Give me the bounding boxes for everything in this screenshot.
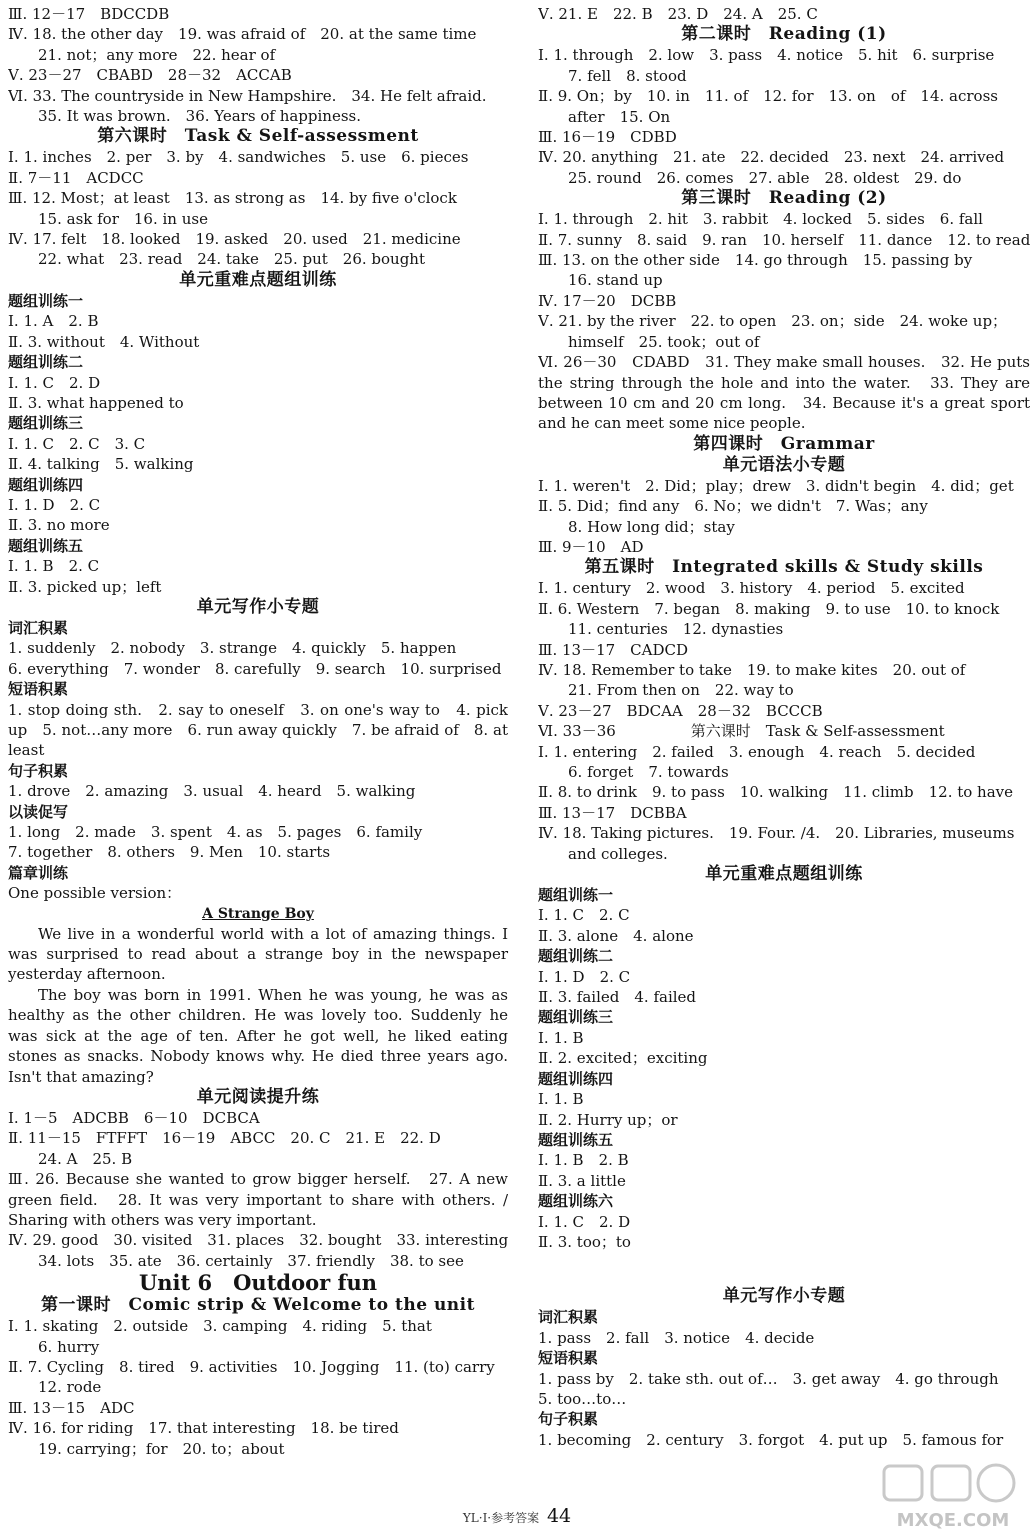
right-answer-line: Ⅱ. 6. Western 7. began 8. making 9. to use 10. to knock [538,599,1000,618]
right-answer-line: Ⅰ. 1. B [538,1028,584,1047]
left-answer-line-continued: 19. carrying；for 20. to；about [38,1439,285,1458]
left-answer-paragraph: 1. stop doing sth. 2. say to oneself 3. on one's way to 4. pick up 5. not…any more 6. run away quickly 7. be afraid of 8. at least [8,700,508,760]
left-section-heading: 第一课时 Comic strip & Welcome to the unit [41,1295,475,1316]
left-answer-line: 7. together 8. others 9. Men 10. starts [8,843,331,862]
right-answer-line: Ⅱ. 7. sunny 8. said 9. ran 10. herself 11. dance 12. to read [538,230,1030,249]
right-answer-line: Ⅳ. 20. anything 21. ate 22. decided 23. next 24. arrived [538,148,1005,167]
right-answer-line-continued: 21. From then on 22. way to [568,681,794,700]
right-section-heading: 单元重难点题组训练 [705,864,863,885]
right-answer-line: Ⅰ. 1. B 2. B [538,1151,629,1170]
watermark-text: MXQE.COM [896,1510,1010,1531]
right-group-label: 题组训练四 [538,1069,614,1088]
right-answer-paragraph: Ⅵ. 26－30 CDABD 31. They make small houses. 32. He puts the string through the hole and into the water. 33. They are between 10 cm and 20 cm long. 34. Because it's a great sport and he can meet some nice people. [538,353,1030,433]
right-answer-line-continued: after 15. On [568,107,671,126]
left-answer-line-continued: 6. hurry [38,1337,100,1356]
left-answer-paragraph: Ⅲ. 26. Because she wanted to grow bigger herself. 27. A new green field. 28. It was very important to share with others. / Sharing with others was very important. [8,1170,508,1229]
left-answer-line-continued: 24. A 25. B [38,1149,133,1168]
left-answer-line-continued: 22. what 23. read 24. take 25. put 26. bought [38,250,425,269]
left-answer-line: 1. long 2. made 3. spent 4. as 5. pages 6. family [8,823,423,842]
left-answer-line-continued: 34. lots 35. ate 36. certainly 37. friendly 38. to see [38,1251,464,1270]
right-answer-line: Ⅰ. 1. C 2. D [538,1212,631,1231]
left-answer-line: Ⅱ. 7－11 ACDCC [8,168,144,187]
right-group-label: 词汇积累 [538,1308,599,1327]
left-answer-line: Ⅱ. 11－15 FTFFT 16－19 ABCC 20. C 21. E 22. D [8,1129,441,1148]
right-answer-line: Ⅲ. 16－19 CDBD [538,128,677,147]
right-answer-line: Ⅰ. 1. through 2. low 3. pass 4. notice 5. hit 6. surprise [538,46,995,65]
left-answer-line: Ⅳ. 29. good 30. visited 31. places 32. bought 33. interesting [8,1231,508,1250]
left-answer-line-continued: 21. not；any more 22. hear of [38,45,276,64]
right-answer-line: Ⅱ. 9. On；by 10. in 11. of 12. for 13. on of 14. across [538,87,998,106]
right-answer-line: Ⅴ. 21. E 22. B 23. D 24. A 25. C [538,5,818,23]
left-answer-line: Ⅱ. 3. what happened to [8,393,184,412]
left-answer-line: 1. drove 2. amazing 3. usual 4. heard 5. walking [8,782,416,801]
right-answer-line: Ⅱ. 2. excited；exciting [538,1049,708,1068]
left-group-label: 题组训练一 [8,291,84,310]
left-essay-title: A Strange Boy [202,905,314,922]
left-answer-line: Ⅲ. 12－17 BDCCDB [8,5,170,23]
right-answer-line-continued: and colleges. [568,844,668,863]
right-group-label: 题组训练六 [538,1192,614,1211]
right-answer-line: 1. becoming 2. century 3. forgot 4. put up 5. famous for [538,1430,1004,1449]
right-answer-line: Ⅱ. 5. Did；find any 6. No；we didn't 7. Was；any [538,497,928,516]
left-group-label: 篇章训练 [8,863,69,882]
right-answer-line: Ⅱ. 8. to drink 9. to pass 10. walking 11. climb 12. to have [538,783,1014,802]
left-answer-line: Ⅵ. 33. The countryside in New Hampshire. 34. He felt afraid. [8,86,487,105]
left-group-label: 词汇积累 [8,618,69,637]
right-answer-line-continued: 16. stand up [568,271,663,290]
right-answer-line: Ⅲ. 13－17 CADCD [538,640,689,659]
left-group-label: 题组训练二 [8,353,84,372]
right-section-heading: 单元语法小专题 [722,454,846,475]
left-answer-line-continued: 12. rode [38,1378,102,1397]
right-section-heading: 单元写作小专题 [722,1286,846,1307]
right-answer-line-continued: himself 25. took；out of [568,332,760,351]
right-answer-line-continued: 8. How long did；stay [568,517,735,536]
right-group-label: 题组训练二 [538,947,614,966]
left-essay-paragraph: The boy was born in 1991. When he was young, he was as healthy as the other children. He was lovely too. Suddenly he was sick at the age of ten. After he got well, he liked eating stones as snacks. Nobody knows why. He died three years ago. Isn't that amazing? [8,985,508,1086]
right-section-heading: 第四课时 Grammar [693,433,875,454]
right-spacer [538,1252,1030,1286]
right-answer-line: Ⅱ. 3. too；to [538,1232,631,1251]
left-answer-line: Ⅱ. 3. without 4. Without [8,332,200,351]
left-section-heading: 单元阅读提升练 [196,1086,320,1107]
left-group-label: 句子积累 [8,761,69,780]
left-answer-line: Ⅱ. 7. Cycling 8. tired 9. activities 10. Jogging 11. (to) carry [8,1357,495,1376]
right-group-label: 题组训练三 [538,1008,614,1027]
left-group-label: 题组训练五 [8,536,84,555]
right-group-label: 题组训练五 [538,1130,614,1149]
left-essay-paragraph: We live in a wonderful world with a lot of amazing things. I was surprised to read about a strange boy in the newspaper yesterday afternoon. [8,924,508,984]
answer-site-logo-icon [878,1462,1028,1532]
right-answer-line: Ⅳ. 18. Taking pictures. 19. Four. /4. 20. Libraries, museums [538,824,1015,843]
left-group-label: 题组训练三 [8,414,84,433]
right-answer-line-continued: 7. fell 8. stood [568,66,687,85]
right-answer-line: Ⅲ. 9－10 AD [538,537,644,556]
left-group-label: 短语积累 [8,680,69,699]
left-group-label: 题组训练四 [8,475,84,494]
right-answer-line: Ⅲ. 13. on the other side 14. go through 15. passing by [538,251,973,270]
right-answer-line: Ⅵ. 33－36 第六课时 Task & Self-assessment [538,722,945,741]
right-answer-line: 5. too…to… [538,1389,627,1408]
right-answer-line: Ⅳ. 18. Remember to take 19. to make kites 20. out of [538,660,966,679]
right-answer-line: Ⅴ. 21. by the river 22. to open 23. on；side 24. woke up； [538,312,1008,331]
right-section-heading: 第五课时 Integrated skills & Study skills [584,557,984,578]
right-answer-line: Ⅱ. 3. alone 4. alone [538,926,694,945]
left-answer-line: Ⅰ. 1－5 ADCBB 6－10 DCBCA [8,1108,260,1127]
page-number: 44 [546,1505,572,1527]
left-section-heading: 第六课时 Task & Self-assessment [97,126,419,147]
right-answer-line: 1. pass 2. fall 3. notice 4. decide [538,1328,815,1347]
right-answer-line: Ⅰ. 1. C 2. C [538,906,630,925]
right-answer-line: 1. pass by 2. take sth. out of… 3. get away 4. go through [538,1369,999,1388]
right-answer-line: Ⅰ. 1. entering 2. failed 3. enough 4. reach 5. decided [538,742,976,761]
left-answer-line: Ⅰ. 1. C 2. D [8,373,101,392]
left-answer-line: Ⅱ. 3. no more [8,516,110,535]
left-answer-line: Ⅲ. 12. Most；at least 13. as strong as 14. by five o'clock [8,189,457,208]
right-group-label: 题组训练一 [538,886,614,905]
right-section-heading: 第二课时 Reading (1) [681,24,887,45]
left-answer-line: Ⅲ. 13－15 ADC [8,1398,135,1417]
right-answer-line: Ⅰ. 1. through 2. hit 3. rabbit 4. locked 5. sides 6. fall [538,210,983,229]
right-answer-line: Ⅰ. 1. D 2. C [538,967,631,986]
left-answer-line: One possible version： [8,884,182,903]
left-answer-line: Ⅰ. 1. C 2. C 3. C [8,434,146,453]
left-answer-line: Ⅴ. 23－27 CBABD 28－32 ACCAB [8,66,292,85]
right-answer-line: Ⅱ. 3. failed 4. failed [538,988,697,1007]
left-answer-line: Ⅱ. 3. picked up；left [8,577,162,596]
right-answer-line: Ⅳ. 17－20 DCBB [538,291,677,310]
right-answer-line-continued: 6. forget 7. towards [568,763,729,781]
footer-code: YL·I·参考答案 [462,1511,540,1525]
right-group-label: 句子积累 [538,1410,599,1429]
left-answer-line: Ⅰ. 1. skating 2. outside 3. camping 4. riding 5. that [8,1317,432,1336]
left-unit-title: Unit 6 Outdoor fun [138,1270,378,1296]
right-answer-line: Ⅴ. 23－27 BDCAA 28－32 BCCCB [538,701,823,720]
right-answer-line: Ⅲ. 13－17 DCBBA [538,803,687,822]
right-answer-line-continued: 11. centuries 12. dynasties [568,620,784,639]
left-section-heading: 单元重难点题组训练 [179,269,337,290]
left-answer-line: Ⅳ. 16. for riding 17. that interesting 18. be tired [8,1419,399,1438]
left-answer-line-continued: 15. ask for 16. in use [38,209,208,228]
right-answer-line: Ⅱ. 3. a little [538,1171,626,1190]
left-answer-line: Ⅱ. 4. talking 5. walking [8,455,194,474]
right-column [538,4,1030,1450]
left-answer-line-continued: 35. It was brown. 36. Years of happiness. [38,107,361,126]
left-section-heading: 单元写作小专题 [196,596,320,617]
right-answer-line: Ⅱ. 2. Hurry up；or [538,1110,678,1129]
right-answer-line: Ⅰ. 1. weren't 2. Did；play；drew 3. didn't begin 4. did；get [538,476,1014,495]
left-column [8,4,508,1459]
left-answer-line: Ⅳ. 18. the other day 19. was afraid of 20. at the same time [8,25,477,44]
right-section-heading: 第三课时 Reading (2) [681,188,887,209]
left-answer-line: Ⅰ. 1. A 2. B [8,312,99,331]
left-answer-line: Ⅰ. 1. D 2. C [8,495,101,514]
right-answer-line: Ⅰ. 1. B [538,1090,584,1109]
left-answer-line: Ⅰ. 1. B 2. C [8,557,100,576]
left-answer-line: 6. everything 7. wonder 8. carefully 9. search 10. surprised [8,659,502,678]
left-answer-line: Ⅰ. 1. inches 2. per 3. by 4. sandwiches 5. use 6. pieces [8,148,469,167]
right-answer-line-continued: 25. round 26. comes 27. able 28. oldest 29. do [568,168,962,187]
right-answer-line: Ⅰ. 1. century 2. wood 3. history 4. period 5. excited [538,579,965,598]
left-group-label: 以读促写 [8,802,69,821]
left-answer-line: 1. suddenly 2. nobody 3. strange 4. quickly 5. happen [8,639,457,658]
left-answer-line: Ⅳ. 17. felt 18. looked 19. asked 20. used 21. medicine [8,230,461,249]
right-group-label: 短语积累 [538,1349,599,1368]
